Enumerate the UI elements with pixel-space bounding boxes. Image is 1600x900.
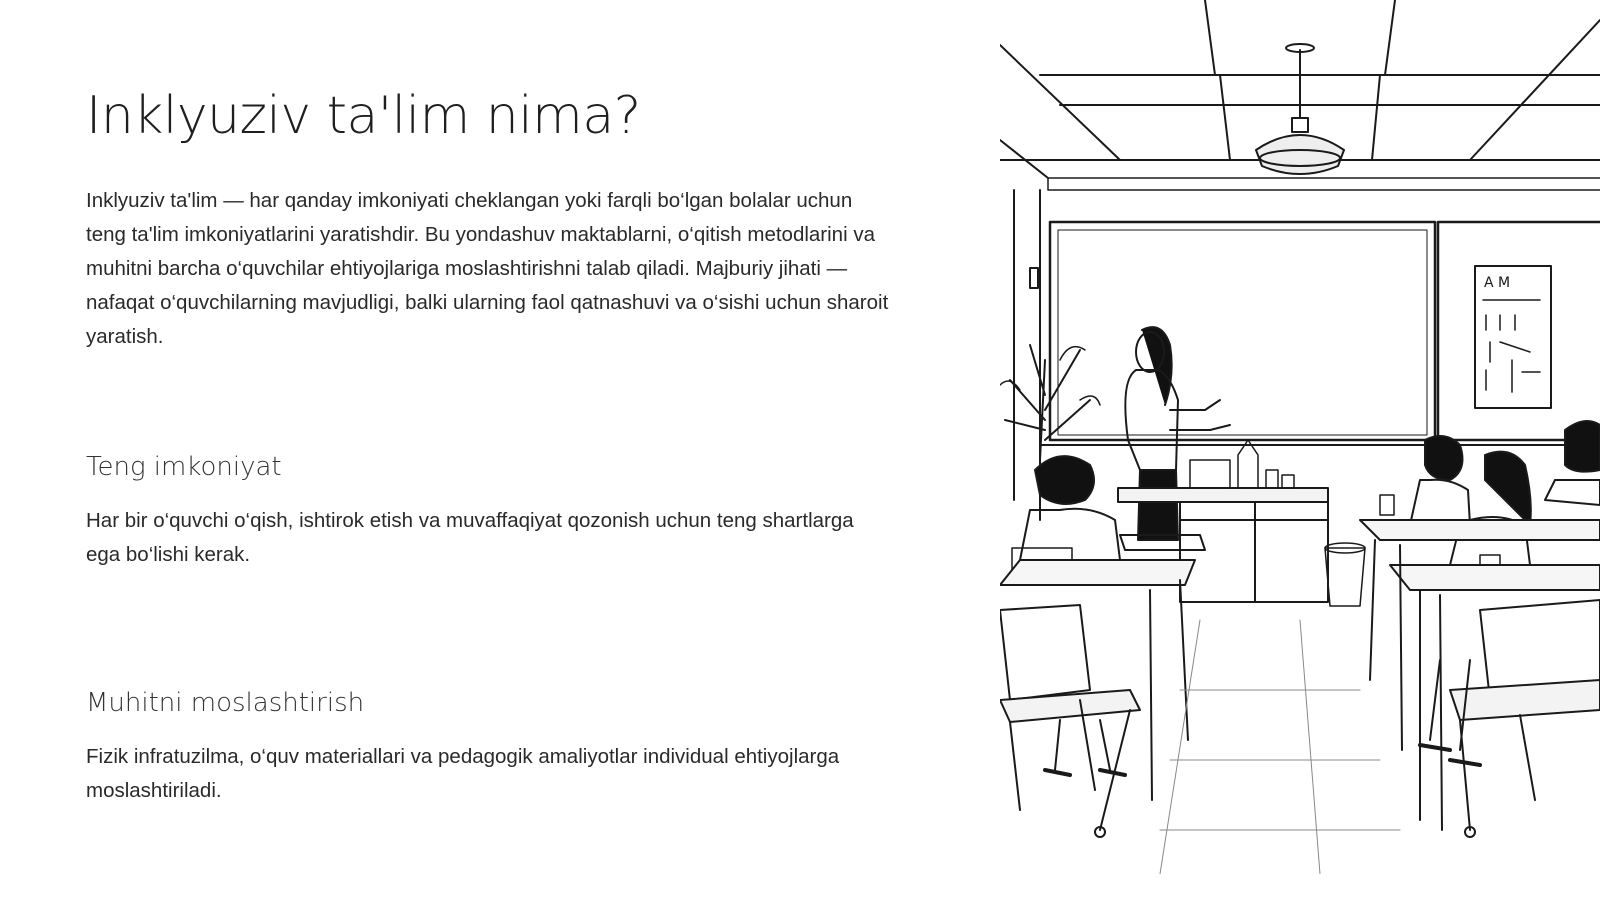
student-left <box>1012 456 1120 576</box>
student-right-2 <box>1450 452 1531 575</box>
intro-paragraph: Inklyuziv ta'lim — har qanday imkoniyati cheklangan yoki farqli bo‘lgan bolalar uchun teng ta'lim imkoniyatlarini yaratishdir. Bu yondashuv maktablarni, o‘qitish metodlarini va muhitni barcha o‘quvchilar ehtiyojlariga moslashtirishni talab qiladi. Majburiy jihati — nafaqat o‘quvchilarning mavjudligi, balki ularning faol qatnashuvi va o‘sishi uchun sharoit yaratish. <box>86 189 889 348</box>
ceiling-lamp-icon <box>1256 44 1344 174</box>
slide-title: Inklyuziv ta'lim nima? <box>86 86 641 146</box>
section-heading-environment-adaptation: Muhitni moslashtirish <box>86 688 365 718</box>
student-desks-right <box>1360 520 1600 830</box>
wall-poster <box>1475 266 1551 408</box>
teacher-figure <box>1125 327 1230 540</box>
section-heading-equal-opportunity: Teng imkoniyat <box>86 452 282 482</box>
chair-left <box>1000 605 1140 837</box>
section-text-environment-adaptation: Fizik infratuzilma, o‘quv materiallari va pedagogik amaliyotlar individual ehtiyojlarga moslashtiriladi. <box>86 745 840 802</box>
section-text-equal-opportunity: Har bir o‘quvchi o‘qish, ishtirok etish va muvaffaqiyat qozonish uchun teng shartlarga ega bo‘lishi kerak. <box>86 509 854 566</box>
chair-right <box>1450 600 1600 837</box>
trash-bin <box>1325 543 1365 606</box>
student-right-3 <box>1545 421 1600 505</box>
classroom-illustration <box>1000 0 1600 874</box>
floor <box>1160 620 1400 874</box>
student-right-1 <box>1380 436 1470 525</box>
poster-text: A M <box>1484 275 1511 291</box>
